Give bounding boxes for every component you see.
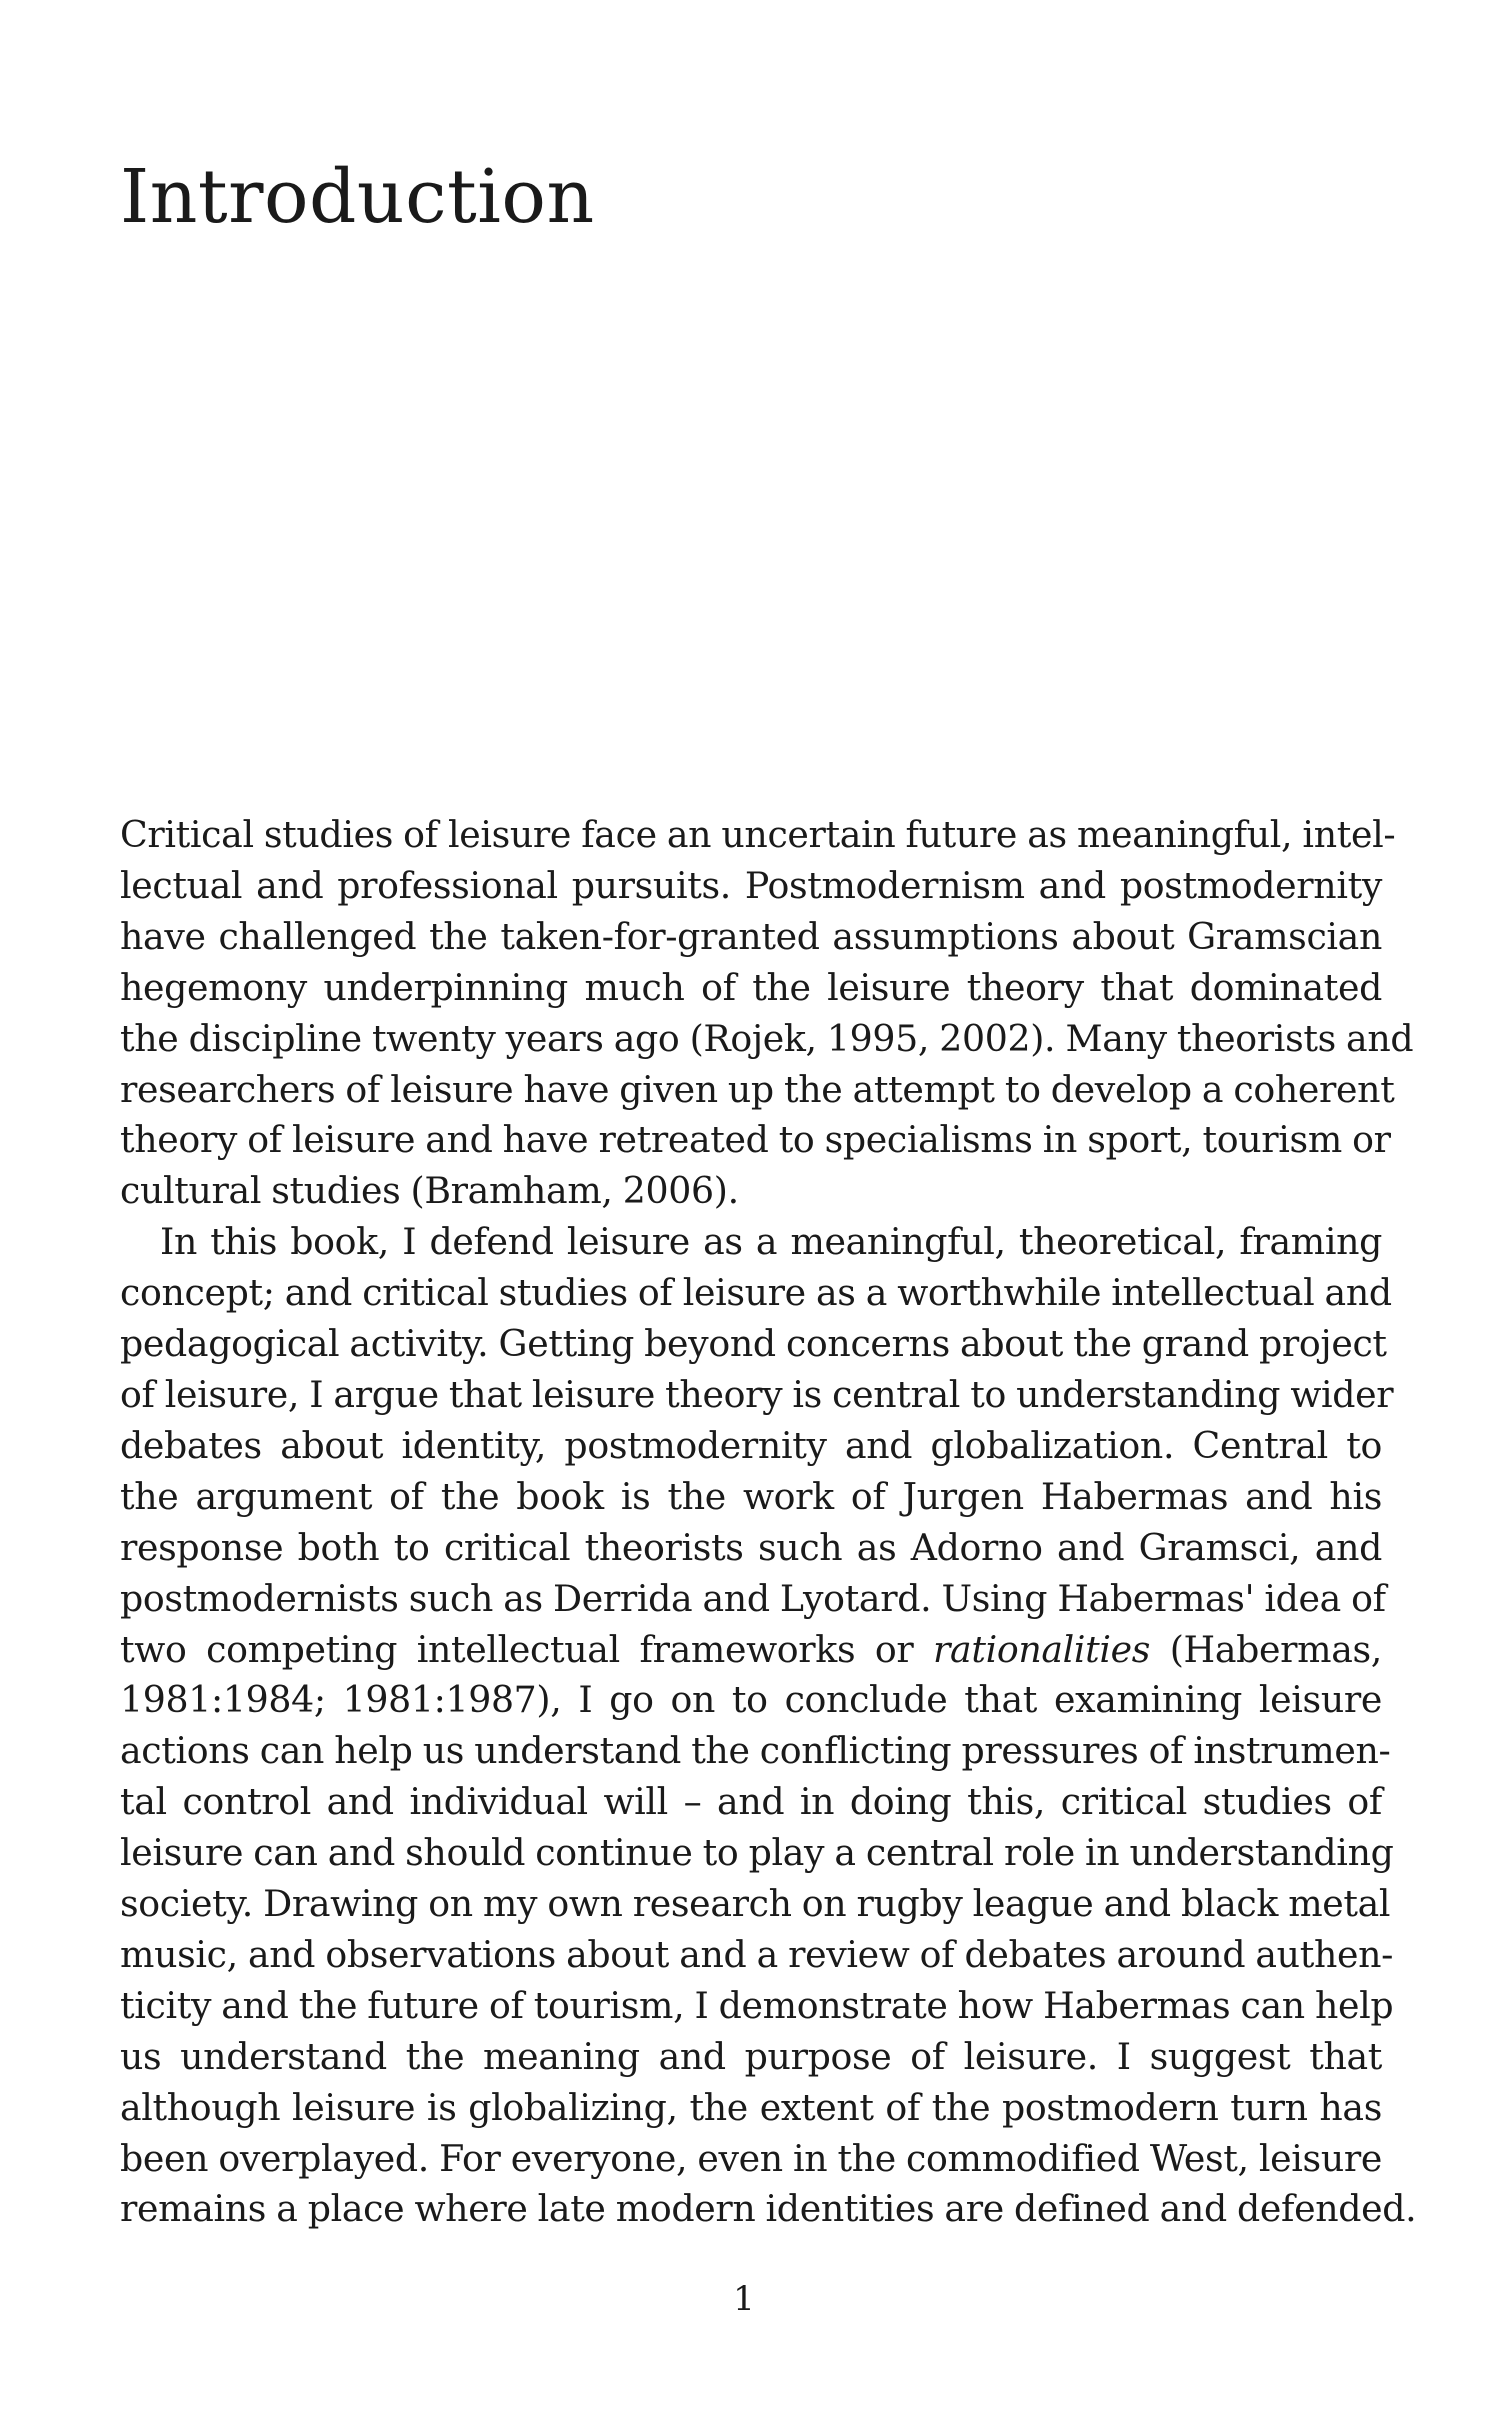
paragraph-1 [120, 810, 1414, 1217]
text-line: cultural studies (Bramham, 2006). [120, 1169, 739, 1213]
page-number: 1 [733, 2279, 755, 2319]
text-line: actions can help us understand the conflicting pressures of instrumen- [120, 1729, 1391, 1773]
text-line: researchers of leisure have given up the attempt to develop a coherent [120, 1067, 1395, 1111]
text-line: ticity and the future of tourism, I demonstrate how Habermas can help [120, 1983, 1394, 2027]
text-line: 1981:1984; 1981:1987), I go on to conclude that examining leisure [120, 1678, 1382, 1722]
text-line: society. Drawing on my own research on rugby league and black metal [120, 1882, 1391, 1926]
text-line: the argument of the book is the work of Jurgen Habermas and his [120, 1474, 1382, 1518]
text-line: postmodernists such as Derrida and Lyotard. Using Habermas' idea of [120, 1576, 1386, 1620]
text-line: us understand the meaning and purpose of leisure. I suggest that [120, 2034, 1382, 2078]
text-line: response both to critical theorists such as Adorno and Gramsci, and [120, 1525, 1382, 1569]
text-line-with-italic [120, 1625, 1382, 1676]
text-line: In this book, I defend leisure as a meaningful, theoretical, framing [160, 1220, 1382, 1264]
text-line: concept; and critical studies of leisure as a worthwhile intellectual and [120, 1271, 1392, 1315]
text-line: lectual and professional pursuits. Postmodernism and postmodernity [120, 863, 1382, 907]
body-text [120, 810, 1417, 2235]
text-line: tal control and individual will – and in doing this, critical studies of [120, 1780, 1382, 1824]
paragraph-2 [120, 1217, 1417, 2235]
chapter-title: Introduction [120, 154, 595, 240]
text-line: although leisure is globalizing, the extent of the postmodern turn has [120, 2085, 1382, 2129]
text-line: leisure can and should continue to play a central role in understanding [120, 1831, 1394, 1875]
text-line: remains a place where late modern identities are defined and defended. [120, 2187, 1417, 2231]
text-line: pedagogical activity. Getting beyond concerns about the grand project [120, 1322, 1387, 1366]
text-line: theory of leisure and have retreated to specialisms in sport, tourism or [120, 1118, 1391, 1162]
text-segment: (Habermas, [1150, 1627, 1382, 1671]
text-line: been overplayed. For everyone, even in the commodified West, leisure [120, 2136, 1382, 2180]
text-line: debates about identity, postmodernity and globalization. Central to [120, 1423, 1382, 1467]
text-line: music, and observations about and a review of debates around authen- [120, 1932, 1394, 1976]
text-line: the discipline twenty years ago (Rojek, 1995, 2002). Many theorists and [120, 1016, 1414, 1060]
text-segment: two competing intellectual frameworks or [120, 1627, 934, 1671]
text-line: have challenged the taken-for-granted assumptions about Gramscian [120, 914, 1382, 958]
text-line: hegemony underpinning much of the leisure theory that dominated [120, 965, 1382, 1009]
text-line: Critical studies of leisure face an uncertain future as meaningful, intel- [120, 813, 1396, 856]
italic-term: rationalities [933, 1627, 1151, 1671]
text-line: of leisure, I argue that leisure theory is central to understanding wider [120, 1372, 1394, 1416]
